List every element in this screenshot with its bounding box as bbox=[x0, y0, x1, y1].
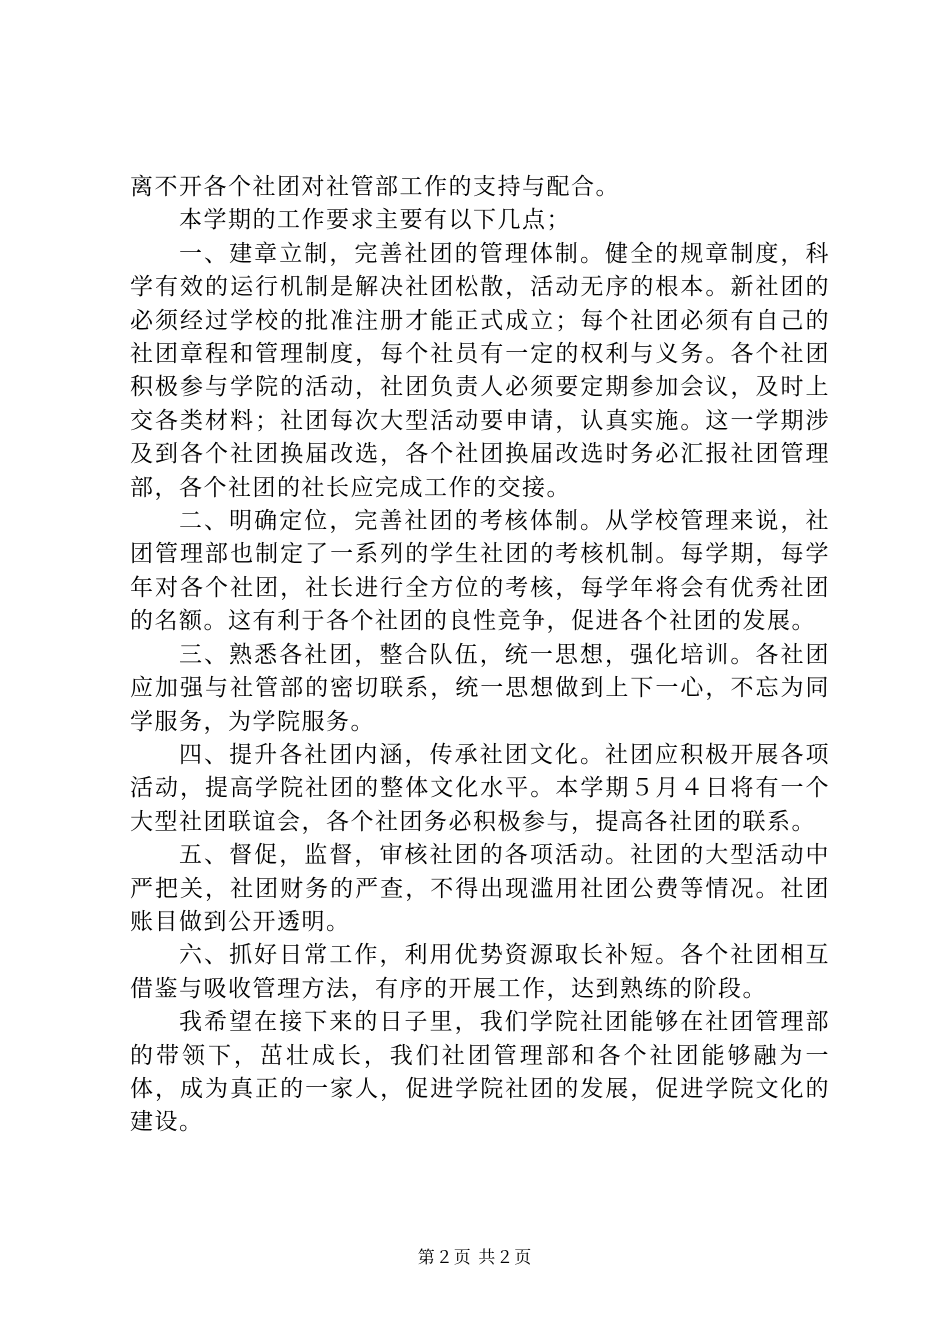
paragraph-item-1: 一、建章立制，完善社团的管理体制。健全的规章制度，科学有效的运行机制是解决社团松散，活动无序的根本。新社团的必须经过学校的批准注册才能正式成立；每个社团必须有自己的社团章程和管理制度，每个社员有一定的权利与义务。各个社团积极参与学院的活动，社团负责人必须要定期参加会议，及时上交各类材料；社团每次大型活动要申请，认真实施。这一学期涉及到各个社团换届改选，各个社团换届改选时务必汇报社团管理部，各个社团的社长应完成工作的交接。 bbox=[130, 240, 830, 501]
document-body bbox=[130, 171, 830, 1140]
paragraph-item-2: 二、明确定位，完善社团的考核体制。从学校管理来说，社团管理部也制定了一系列的学生社团的考核机制。每学期，每学年对各个社团，社长进行全方位的考核，每学年将会有优秀社团的名额。这有利于各个社团的良性竞争，促进各个社团的发展。 bbox=[130, 508, 830, 635]
paragraph-continuation: 离不开各个社团对社管部工作的支持与配合。 bbox=[130, 174, 620, 200]
paragraph-item-5: 五、督促，监督，审核社团的各项活动。社团的大型活动中严把关，社团财务的严查，不得出现滥用社团公费等情况。社团账目做到公开透明。 bbox=[130, 842, 830, 935]
paragraph-item-3: 三、熟悉各社团，整合队伍，统一思想，强化培训。各社团应加强与社管部的密切联系，统一思想做到上下一心，不忘为同学服务，为学院服务。 bbox=[130, 641, 830, 735]
paragraph-intro: 本学期的工作要求主要有以下几点； bbox=[179, 207, 571, 234]
paragraph-closing: 我希望在接下来的日子里，我们学院社团能够在社团管理部的带领下，茁壮成长，我们社团管理部和各个社团能够融为一体，成为真正的一家人，促进学院社团的发展，促进学院文化的建设。 bbox=[130, 1009, 830, 1136]
paragraph-item-6: 六、抓好日常工作，利用优势资源取长补短。各个社团相互借鉴与吸收管理方法，有序的开展工作，达到熟练的阶段。 bbox=[130, 942, 830, 1002]
page-number-footer: 第２页 共２页 bbox=[417, 1248, 533, 1268]
paragraph-item-4: 四、提升各社团内涵，传承社团文化。社团应积极开展各项活动，提高学院社团的整体文化水平。本学期５月４日将有一个大型社团联谊会，各个社团务必积极参与，提高各社团的联系。 bbox=[130, 741, 830, 835]
